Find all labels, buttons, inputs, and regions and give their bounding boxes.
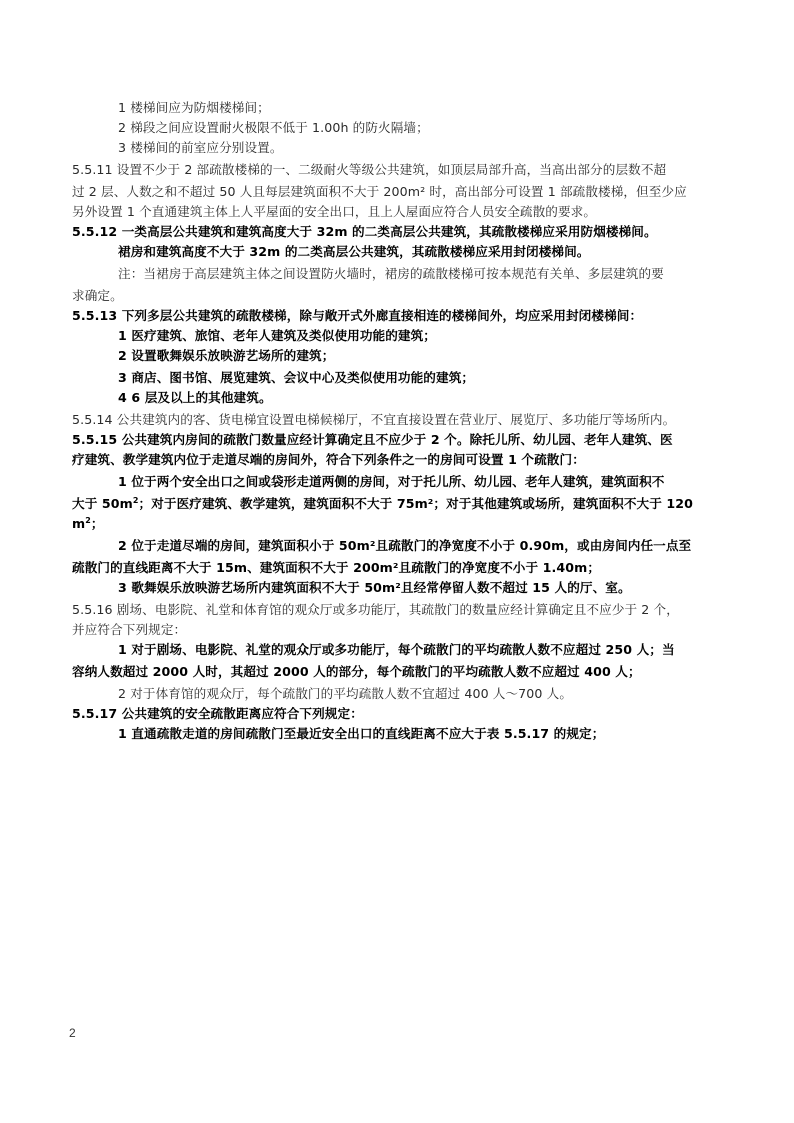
clause-5-5-16-item-1-line-1: 1 对于剧场、电影院、礼堂的观众厅或多功能厅，每个疏散门的平均疏散人数不应超过 250 人；当 xyxy=(118,642,675,657)
clause-5-5-13-item-1: 1 医疗建筑、旅馆、老年人建筑及类似使用功能的建筑； xyxy=(118,328,436,343)
note-line-1: 注：当裙房于高层建筑主体之间设置防火墙时，裙房的疏散楼梯可按本规范有关单、多层建筑的要 xyxy=(118,266,664,281)
clause-5-5-15-item-1-line-1: 1 位于两个安全出口之间或袋形走道两侧的房间，对于托儿所、幼儿园、老年人建筑，建筑面积不 xyxy=(118,474,665,489)
item-2: 2 梯段之间应设置耐火极限不低于 1.00h 的防火隔墙； xyxy=(118,120,429,135)
clause-5-5-12-line-1: 5.5.12 一类高层公共建筑和建筑高度大于 32m 的二类高层公共建筑，其疏散楼梯应采用防烟楼梯间。 xyxy=(72,224,657,239)
item-3: 3 楼梯间的前室应分别设置。 xyxy=(118,140,283,155)
clause-5-5-15-item-1-line-3: $m^2$； xyxy=(72,515,104,531)
clause-5-5-17-line-1: 5.5.17 公共建筑的安全疏散距离应符合下列规定： xyxy=(72,706,363,721)
clause-5-5-15-item-2-line-1: 2 位于走道尽端的房间，建筑面积小于 50m²且疏散门的净宽度不小于 0.90m，或由房间内任一点至 xyxy=(118,538,692,553)
clause-5-5-11-line-2: 过 2 层、人数之和不超过 50 人且每层建筑面积不大于 200m² 时，高出部分可设置 1 部疏散楼梯，但至少应 xyxy=(72,184,687,199)
clause-5-5-15-item-1-line-2: 大于 $50m^2$；对于医疗建筑、教学建筑，建筑面积不大于 75m²；对于其他建筑或场所，建筑面积不大于 120 xyxy=(72,495,693,511)
clause-5-5-16-line-1: 5.5.16 剧场、电影院、礼堂和体育馆的观众厅或多功能厅，其疏散门的数量应经计算确定且不应少于 2 个， xyxy=(72,602,679,617)
clause-5-5-13-line-1: 5.5.13 下列多层公共建筑的疏散楼梯，除与敞开式外廊直接相连的楼梯间外，均应采用封闭楼梯间： xyxy=(72,308,643,323)
clause-5-5-11-line-1: 5.5.11 设置不少于 2 部疏散楼梯的一、二级耐火等级公共建筑，如顶层局部升高，当高出部分的层数不超 xyxy=(72,162,667,177)
clause-5-5-16-line-2: 并应符合下列规定： xyxy=(72,622,187,637)
clause-5-5-15-line-2: 疗建筑、教学建筑内位于走道尽端的房间外，符合下列条件之一的房间可设置 1 个疏散门： xyxy=(72,452,585,467)
clause-5-5-13-item-2: 2 设置歌舞娱乐放映游艺场所的建筑； xyxy=(118,348,335,363)
clause-5-5-15-item-2-line-2: 疏散门的直线距离不大于 15m、建筑面积不大于 200m²且疏散门的净宽度不小于 1.40m； xyxy=(72,560,601,575)
clause-5-5-15-line-1: 5.5.15 公共建筑内房间的疏散门数量应经计算确定且不应少于 2 个。除托儿所、幼儿园、老年人建筑、医 xyxy=(72,432,673,447)
clause-5-5-13-item-4: 4 6 层及以上的其他建筑。 xyxy=(118,390,272,405)
page-number: 2 xyxy=(69,1026,76,1040)
clause-5-5-13-item-3: 3 商店、图书馆、展览建筑、会议中心及类似使用功能的建筑； xyxy=(118,370,475,385)
clause-5-5-17-item-1: 1 直通疏散走道的房间疏散门至最近安全出口的直线距离不应大于表 5.5.17 的规定； xyxy=(118,726,605,741)
clause-5-5-15-item-3: 3 歌舞娱乐放映游艺场所内建筑面积不大于 50m²且经常停留人数不超过 15 人的厅、室。 xyxy=(118,580,631,595)
note-line-2: 求确定。 xyxy=(72,288,123,303)
clause-5-5-16-item-1-line-2: 容纳人数超过 2000 人时，其超过 2000 人的部分，每个疏散门的平均疏散人数不应超过 400 人； xyxy=(72,664,641,679)
clause-5-5-16-item-2: 2 对于体育馆的观众厅，每个疏散门的平均疏散人数不宜超过 400 人～700 人。 xyxy=(118,686,573,701)
clause-5-5-12-line-2: 裙房和建筑高度不大于 32m 的二类高层公共建筑，其疏散楼梯应采用封闭楼梯间。 xyxy=(118,244,590,259)
clause-5-5-14: 5.5.14 公共建筑内的客、货电梯宜设置电梯候梯厅，不宜直接设置在营业厅、展览厅、多功能厅等场所内。 xyxy=(72,412,676,427)
item-1: 1 楼梯间应为防烟楼梯间； xyxy=(118,100,270,115)
clause-5-5-11-line-3: 另外设置 1 个直通建筑主体上人平屋面的安全出口，且上人屋面应符合人员安全疏散的要求。 xyxy=(72,204,597,219)
